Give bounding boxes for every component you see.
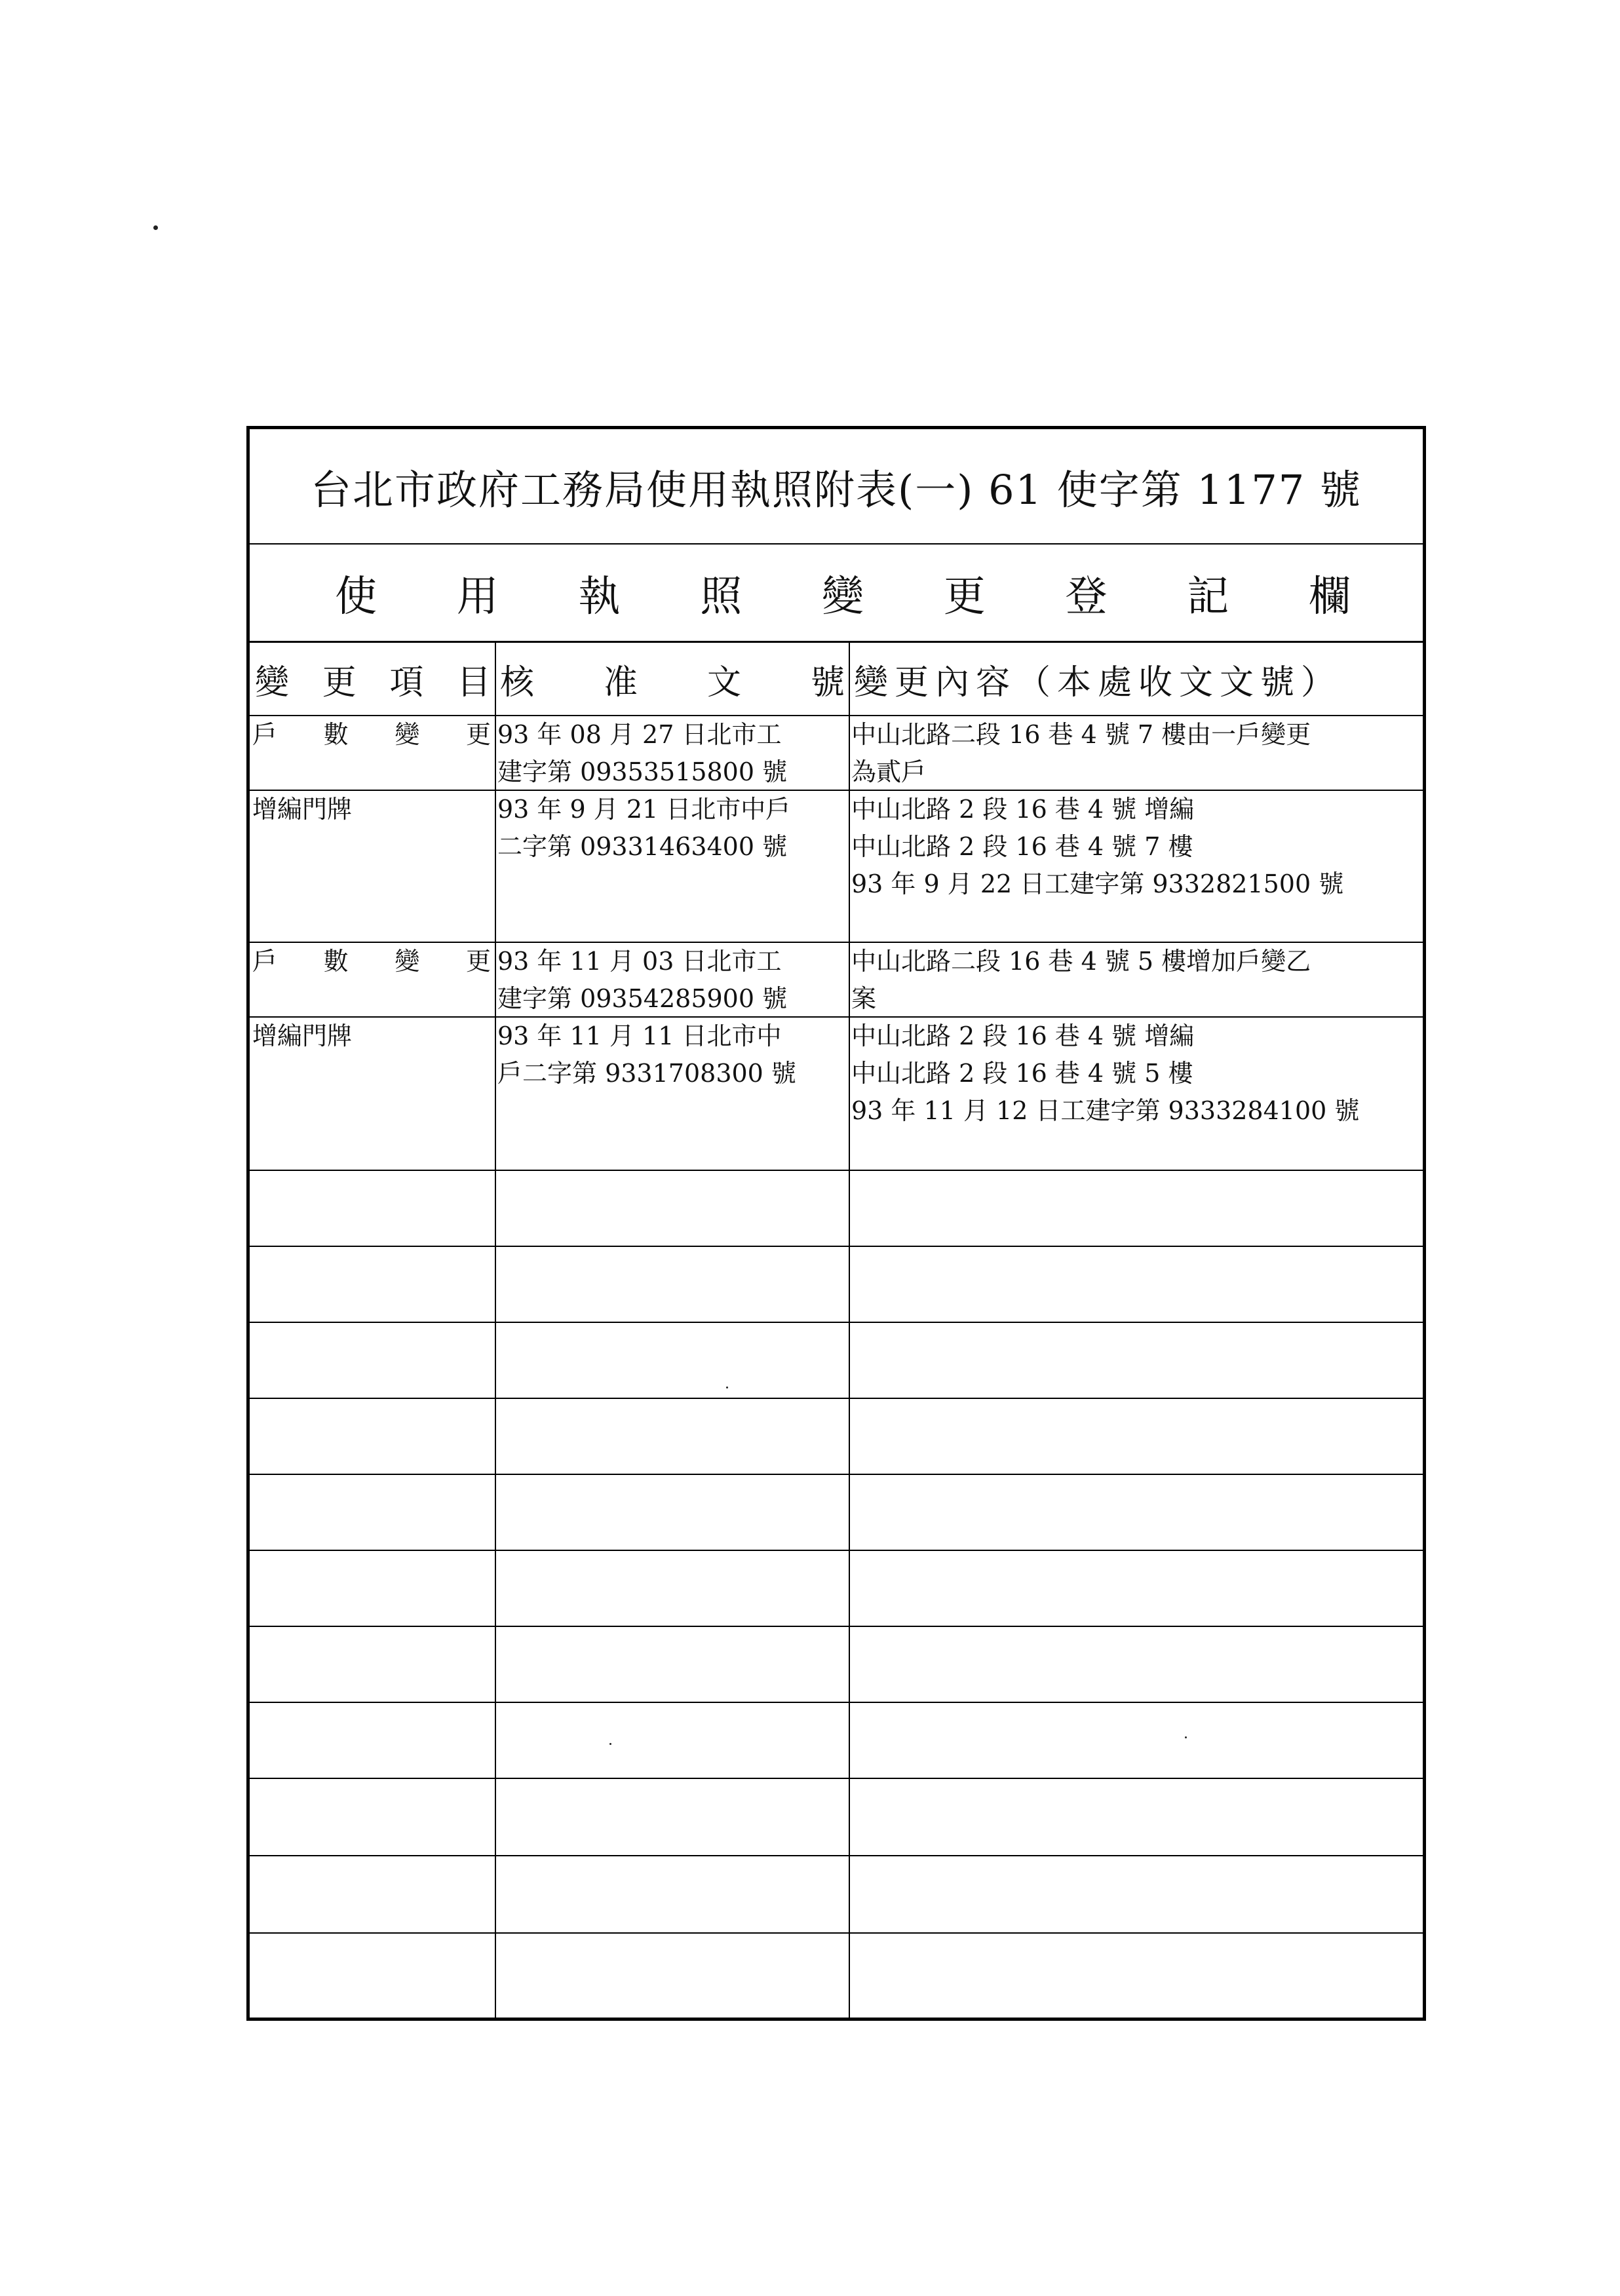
change-content-cell [851,791,1424,942]
header-change-item [252,643,493,715]
table-row [250,791,1423,943]
item-char: 更 [465,947,491,976]
header-char: 變 [255,662,290,702]
item-char: 更 [465,720,491,749]
approval-number-cell [497,716,847,790]
content-line: 中山北路 2 段 16 巷 4 號 5 樓 [851,1059,1193,1088]
content-line: 中山北路二段 16 巷 4 號 7 樓由一戶變更 [851,720,1311,749]
content-line: 中山北路 2 段 16 巷 4 號 增編 [851,795,1195,824]
content-line: 為貳戶 [851,757,927,786]
approval-line: 戶二字第 9331708300 號 [497,1059,796,1088]
item-text: 增編門牌 [252,795,353,824]
approval-line: 93 年 9 月 21 日北市中戶 [497,795,791,824]
header-char: 核 [500,662,535,702]
header-char: 更 [322,662,357,702]
header-approval-number [497,643,847,715]
table-row [250,943,1423,1018]
heading-char: 變 [822,572,864,621]
header-char: 號 [810,662,845,702]
empty-table-row [250,1703,1423,1779]
content-line: 中山北路二段 16 巷 4 號 5 樓增加戶變乙 [851,947,1311,976]
usage-license-appendix-form [246,426,1426,2021]
document-title: 台北市政府工務局使用執照附表(一) 61 使字第 1177 號 [250,429,1423,545]
empty-table-row [250,1247,1423,1323]
heading-char: 使 [335,572,377,621]
approval-line: 建字第 09353515800 號 [497,757,788,786]
table-row [250,716,1423,791]
approval-line: 二字第 09331463400 號 [497,832,788,861]
empty-table-row [250,1551,1423,1627]
change-item-cell [252,791,493,942]
empty-table-row [250,1475,1423,1551]
change-content-cell [851,1018,1424,1170]
empty-table-row [250,1171,1423,1247]
content-line: 案 [851,984,877,1013]
approval-line: 93 年 08 月 27 日北市工 [497,720,782,749]
scan-speck [153,225,158,230]
item-char: 變 [395,720,420,749]
heading-char: 記 [1187,572,1229,621]
header-char: 准 [603,662,638,702]
change-item-cell [252,716,493,790]
empty-table-row [250,1399,1423,1475]
heading-char: 用 [456,572,499,621]
item-char: 戶 [252,720,278,749]
content-line: 93 年 11 月 12 日工建字第 9333284100 號 [851,1096,1360,1125]
content-line: 中山北路 2 段 16 巷 4 號 7 樓 [851,832,1193,861]
empty-table-row [250,1934,1423,2018]
header-char: 目 [456,662,491,702]
table-header-row [250,643,1423,716]
item-char: 變 [395,947,420,976]
content-line: 中山北路 2 段 16 巷 4 號 增編 [851,1022,1195,1050]
heading-char: 照 [700,572,742,621]
approval-number-cell [497,1018,847,1170]
approval-number-cell [497,943,847,1016]
item-char: 戶 [252,947,278,976]
header-change-content [851,643,1424,715]
approval-number-cell [497,791,847,942]
item-char: 數 [323,947,349,976]
header-char: 文 [706,662,741,702]
change-registration-heading [250,545,1423,643]
approval-line: 93 年 11 月 03 日北市工 [497,947,782,976]
heading-char: 欄 [1309,572,1351,621]
heading-char: 執 [578,572,621,621]
item-text: 增編門牌 [252,1022,353,1050]
content-line: 93 年 9 月 22 日工建字第 9332821500 號 [851,870,1344,898]
header-char: 項 [389,662,424,702]
change-item-cell [252,1018,493,1170]
approval-line: 93 年 11 月 11 日北市中 [497,1022,782,1050]
heading-char: 更 [943,572,986,621]
table-row [250,1018,1423,1171]
empty-table-row [250,1627,1423,1703]
empty-table-row [250,1323,1423,1399]
change-item-cell [252,943,493,1016]
header-text: 變更內容（本處收文文號） [854,662,1342,702]
empty-table-row [250,1856,1423,1934]
approval-line: 建字第 09354285900 號 [497,984,788,1013]
empty-table-row [250,1779,1423,1856]
change-content-cell [851,943,1424,1016]
heading-char: 登 [1065,572,1108,621]
change-content-cell [851,716,1424,790]
item-char: 數 [323,720,349,749]
